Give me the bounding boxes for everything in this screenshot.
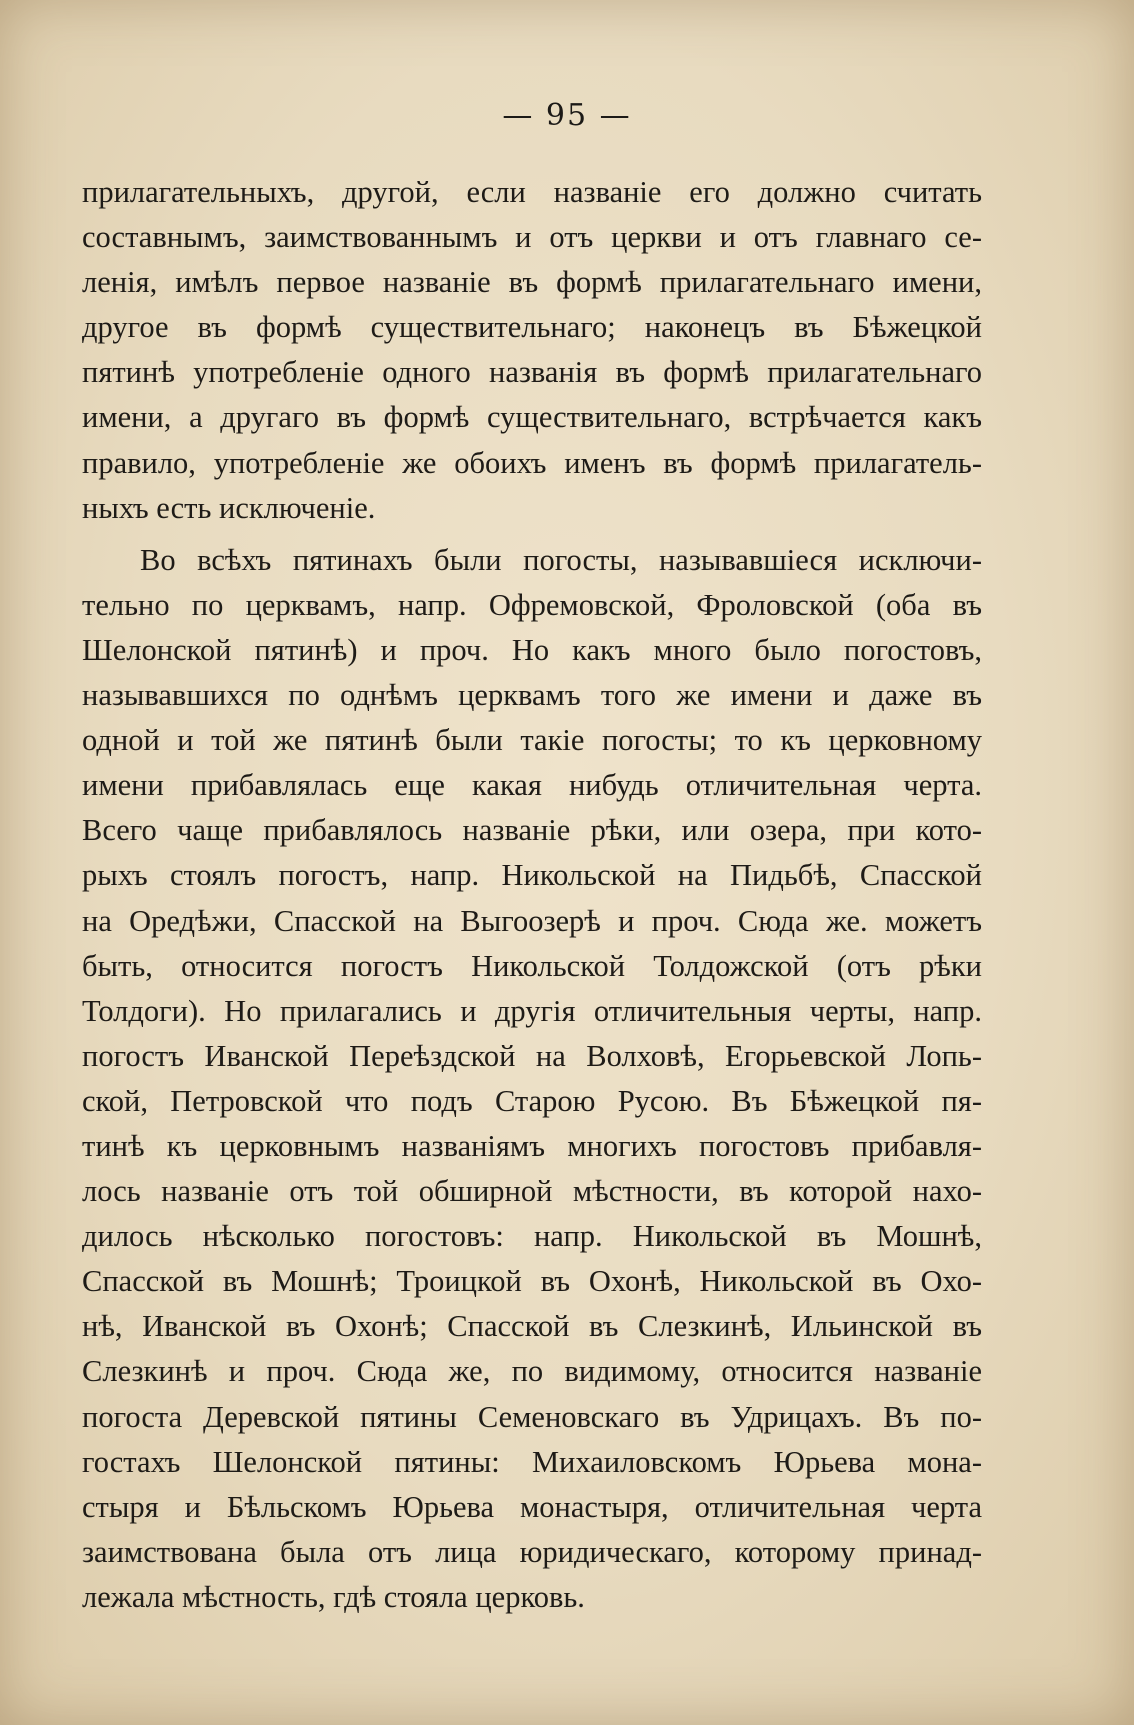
text-line: одной и той же пятинѣ были такіе погосты; то къ церковному [82, 723, 982, 758]
text-line: погостъ Иванской Переѣздской на Волховѣ, Егорьевской Лопь- [82, 1038, 982, 1073]
paragraph-1 [82, 170, 982, 531]
text-line: ской, Петровской что подъ Старою Русою. Въ Бѣжецкой пя- [82, 1083, 982, 1118]
text-line: прилагательныхъ, другой, если названіе его должно считать [82, 175, 982, 209]
text-line: имени прибавлялась еще какая нибудь отличительная черта. [82, 768, 982, 803]
text-line: правило, употребленіе же обоихъ именъ въ формѣ прилагатель- [82, 445, 982, 480]
text-line: дилось нѣсколько погостовъ: напр. Никольской въ Мошнѣ, [82, 1219, 982, 1254]
text-line: рыхъ стоялъ погостъ, напр. Никольской на Пидьбѣ, Спасской [82, 858, 982, 893]
text-line: ленія, имѣлъ первое названіе въ формѣ прилагательнаго имени, [82, 265, 982, 300]
text-line: быть, относится погостъ Никольской Толдожской (отъ рѣки [82, 948, 982, 983]
text-line: гостахъ Шелонской пятины: Михаиловскомъ Юрьева мона- [82, 1444, 982, 1479]
text-line: тинѣ къ церковнымъ названіямъ многихъ погостовъ прибавля- [82, 1128, 982, 1163]
text-line: Шелонской пятинѣ) и проч. Но какъ много было погостовъ, [82, 632, 982, 667]
text-line: нѣ, Иванской въ Охонѣ; Спасской въ Слезкинѣ, Ильинской въ [82, 1309, 982, 1344]
text-line: Во всѣхъ пятинахъ были погосты, называвшіеся исключи- [140, 542, 982, 577]
text-line: Слезкинѣ и проч. Сюда же, по видимому, относится названіе [82, 1354, 982, 1389]
text-line: погоста Деревской пятины Семеновскаго въ Удрицахъ. Въ по- [82, 1399, 982, 1434]
text-line: другое въ формѣ существительнаго; наконецъ въ Бѣжецкой [82, 310, 982, 345]
page-number: — 95 — [502, 98, 632, 133]
text-line: называвшихся по однѣмъ церквамъ того же имени и даже въ [82, 678, 982, 713]
text-line: Всего чаще прибавлялось названіе рѣки, или озера, при кото- [82, 813, 982, 848]
text-line: Толдоги). Но прилагались и другія отличительныя черты, напр. [82, 993, 982, 1028]
text-line: пятинѣ употребленіе одного названія въ формѣ прилагательнаго [82, 355, 982, 390]
text-line: Спасской въ Мошнѣ; Троицкой въ Охонѣ, Никольской въ Охо- [82, 1264, 982, 1299]
text-line: заимствована была отъ лица юридическаго, которому принад- [82, 1534, 982, 1569]
text-line: составнымъ, заимствованнымъ и отъ церкви и отъ главнаго се- [82, 220, 982, 255]
text-line: ныхъ есть исключеніе. [82, 490, 376, 525]
text-line: лось названіе отъ той обширной мѣстности, въ которой нахо- [82, 1174, 982, 1209]
text-line: тельно по церквамъ, напр. Офремовской, Фроловской (оба въ [82, 587, 982, 622]
body-text [82, 170, 982, 1620]
text-line: стыря и Бѣльскомъ Юрьева монастыря, отличительная черта [82, 1489, 982, 1524]
text-line: имени, а другаго въ формѣ существительнаго, встрѣчается какъ [82, 400, 982, 435]
text-line: на Оредѣжи, Спасской на Выгоозерѣ и проч. Сюда же. можетъ [82, 903, 982, 938]
paragraph-2 [82, 538, 982, 1620]
text-line: лежала мѣстность, гдѣ стояла церковь. [82, 1579, 585, 1614]
